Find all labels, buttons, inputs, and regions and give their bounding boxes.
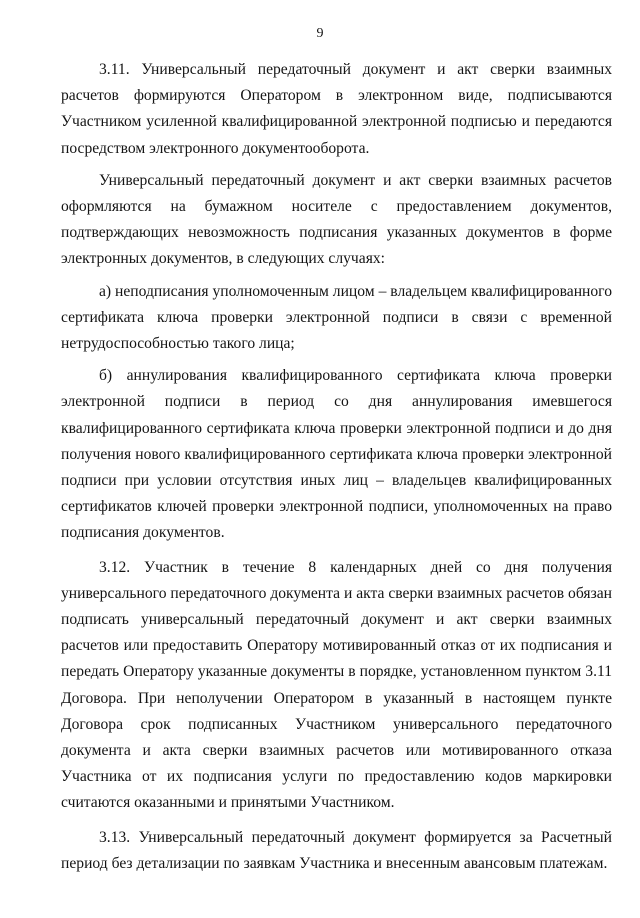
paragraph-3-13: 3.13. Универсальный передаточный документ формируется за Расчетный период без детализации по заявкам Участника и внесенным авансовым платежам. [61, 828, 612, 872]
paragraph-3-11: 3.11. Универсальный передаточный документ и акт сверки взаимных расчетов формируются Оператором в электронном виде, подписываются Участником усиленной квалифицированной электронной подписью и передаются посредством электронного документооборота. [61, 61, 612, 157]
page-number: 9 [316, 26, 324, 41]
paragraph-paper-form: Универсальный передаточный документ и акт сверки взаимных расчетов оформляются на бумажном носителе с предоставлением документов, подтверждающих невозможность подписания указанных документов в форме электронных документов, в следующих случаях: [61, 171, 612, 268]
paragraph-case-a: а) неподписания уполномоченным лицом – владельцем квалифицированного сертификата ключа проверки электронной подписи в связи с временной нетрудоспособностью такого лица; [61, 282, 612, 353]
paragraph-3-12: 3.12. Участник в течение 8 календарных дней со дня получения универсального передаточного документа и акта сверки взаимных расчетов обязан подписать универсальный передаточный документ и акт сверки взаимных расчетов или предоставить Оператору мотивированный отказ от их подписания и передать Оператору указанные документы в порядке, установленном пунктом 3.11 Договора. При неполучении Оператором в указанный в настоящем пункте Договора срок подписанных Участником универсального передаточного документа и акта сверки взаимных расчетов или мотивированного отказа Участника от их подписания услуги по предоставлению кодов маркировки считаются оказанными и принятыми Участником. [61, 558, 612, 812]
paragraph-case-b: б) аннулирования квалифицированного сертификата ключа проверки электронной подписи в период со дня аннулирования имевшегося квалифицированного сертификата ключа проверки электронной подписи и до дня получения нового квалифицированного сертификата ключа проверки электронной подписи при условии отсутствия иных лиц – владельцев квалифицированных сертификатов ключей проверки электронной подписи, уполномоченных на право подписания документов. [61, 367, 612, 542]
document-body [61, 57, 612, 877]
